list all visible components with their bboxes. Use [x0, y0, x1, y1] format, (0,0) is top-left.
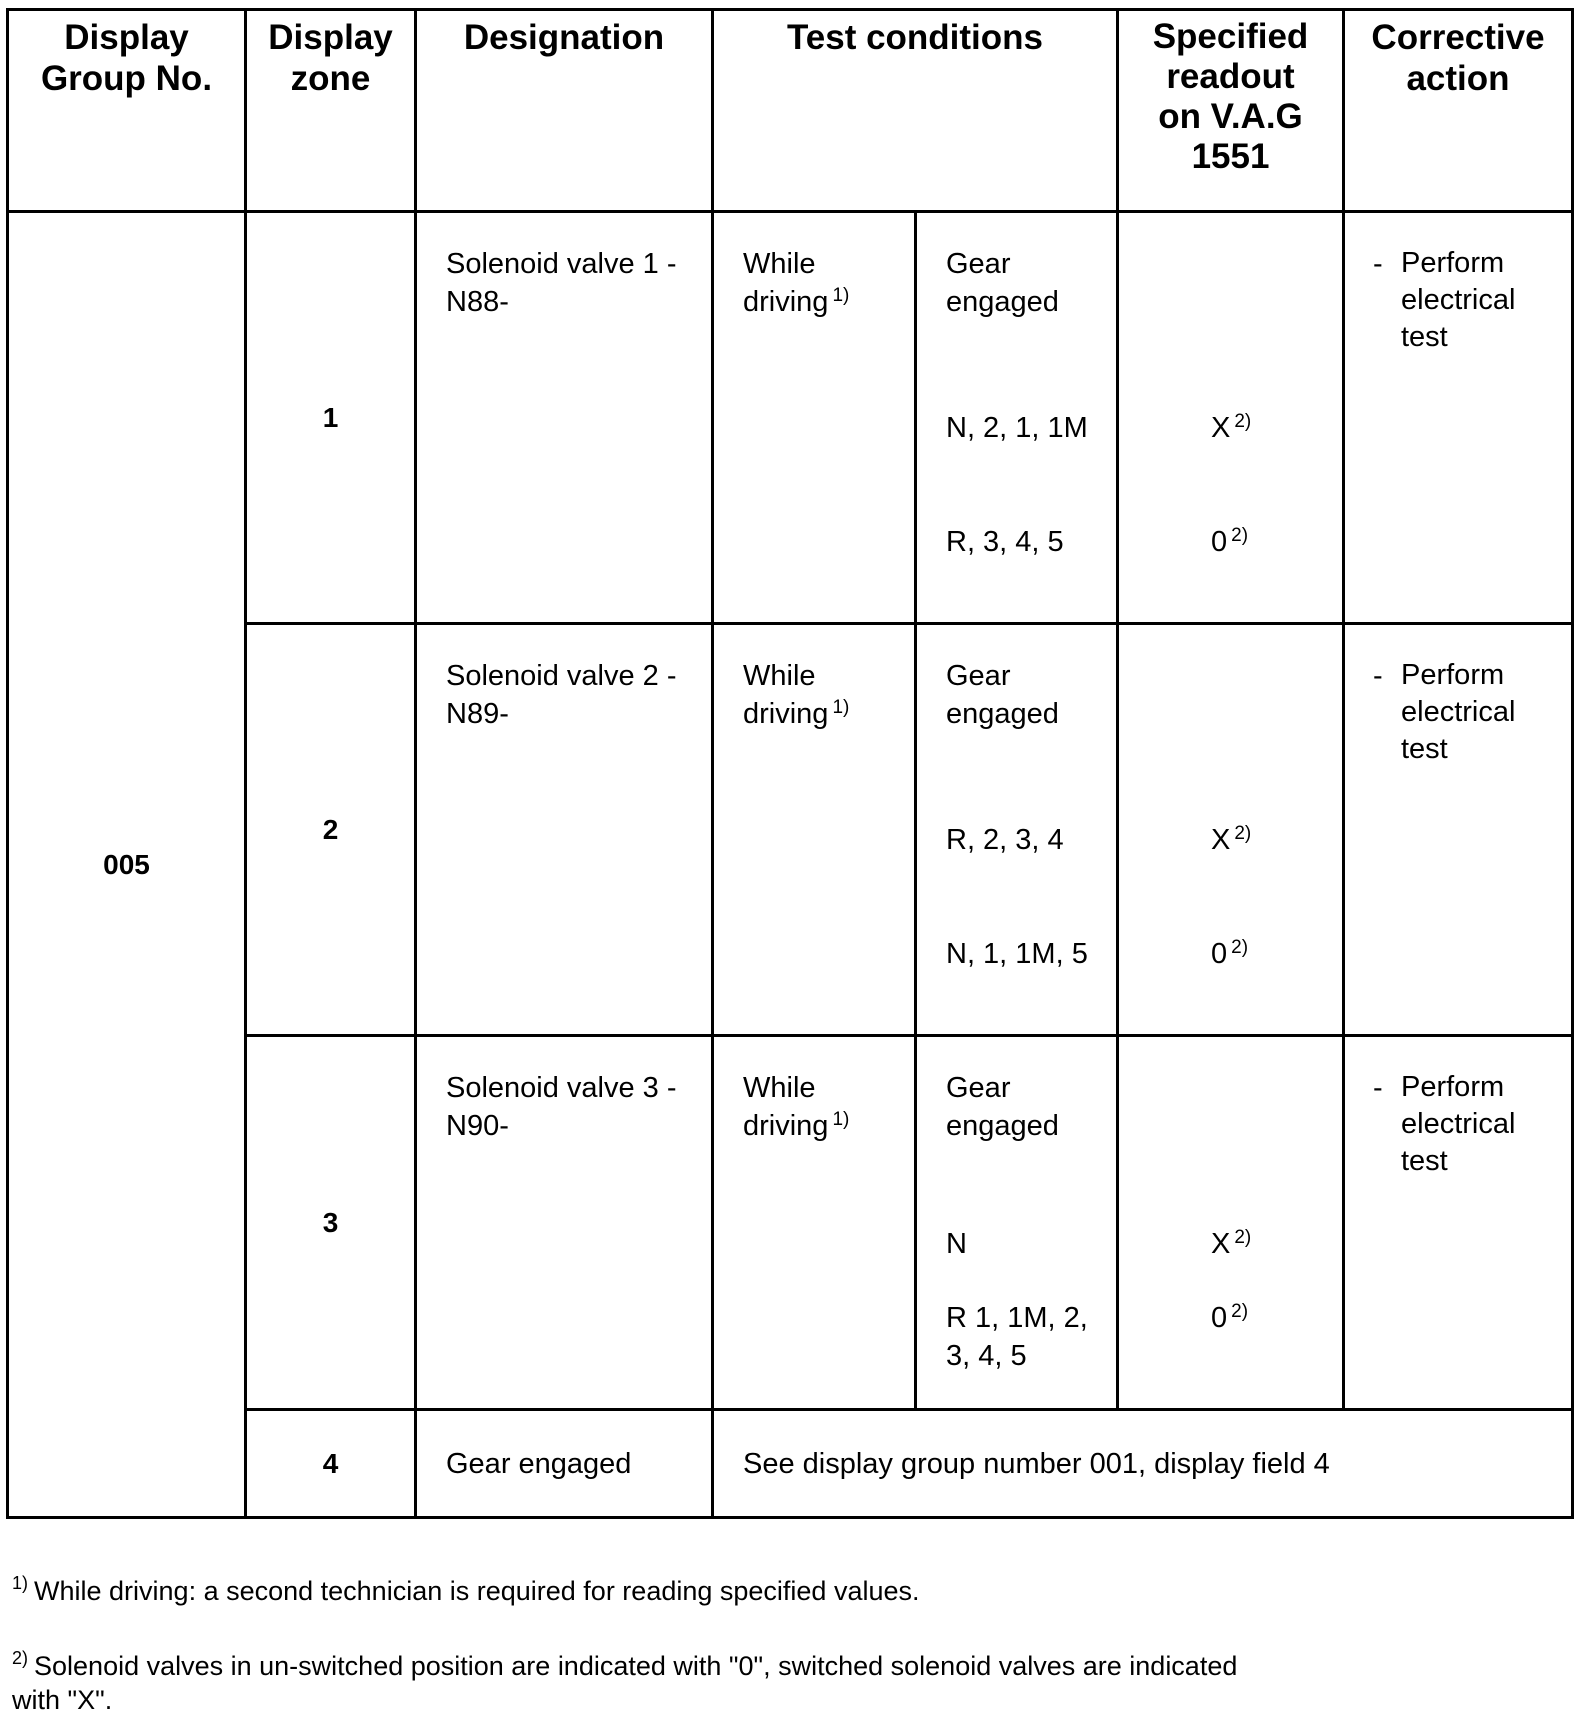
header-designation: Designation [416, 10, 713, 212]
footnote-2: $^{2)}$ Solenoid valves in un-switched position are indicated with "0", switched solenoid valves are indicated with "X". [12, 1648, 1238, 1715]
gear-cell [916, 1036, 1118, 1410]
gear-label: Gear engaged [946, 1072, 1059, 1142]
gear-cell [916, 624, 1118, 1036]
display-zone: 1 [246, 212, 416, 624]
gear-label: Gear engaged [946, 248, 1059, 318]
readout-switched: X $^{2)}$ [1211, 823, 1252, 856]
header-display-group: Display Group No. [8, 10, 246, 212]
group-number-text: 005 [103, 848, 150, 880]
readout-cell [1118, 1036, 1344, 1410]
footnote-1: $^{1)}$ While driving: a second technician is required for reading specified values. [12, 1573, 920, 1606]
designation-cell: Solenoid valve 3 -N90- [416, 1036, 713, 1410]
header-row [8, 10, 1573, 212]
corrective-cell: - Perform electrical test [1344, 1036, 1573, 1410]
readout-unswitched: 0 $^{2)}$ [1211, 525, 1249, 558]
table-row [8, 212, 1573, 624]
reference-note-cell: See display group number 001, display field 4 [713, 1410, 1573, 1518]
gear-switched: N, 2, 1, 1M [946, 412, 1088, 444]
display-group-table [6, 8, 1574, 1519]
gear-unswitched: R 1, 1M, 2, 3, 4, 5 [946, 1302, 1088, 1372]
header-test-conditions: Test conditions [713, 10, 1118, 212]
display-zone: 2 [246, 624, 416, 1036]
corrective-cell: - Perform electrical test [1344, 624, 1573, 1036]
display-group-number [8, 212, 246, 1518]
readout-cell [1118, 624, 1344, 1036]
header-corrective-action: Corrective action [1344, 10, 1573, 212]
header-display-zone: Display zone [246, 10, 416, 212]
header-specified-readout: Specified readout on V.A.G 1551 [1118, 10, 1344, 212]
gear-unswitched: N, 1, 1M, 5 [946, 938, 1088, 970]
designation-cell: Gear engaged [416, 1410, 713, 1518]
corrective-cell: - Perform electrical test [1344, 212, 1573, 624]
readout-unswitched: 0 $^{2)}$ [1211, 937, 1249, 970]
display-zone: 4 [246, 1410, 416, 1518]
gear-switched: R, 2, 3, 4 [946, 824, 1064, 856]
gear-label: Gear engaged [946, 660, 1059, 730]
display-zone: 3 [246, 1036, 416, 1410]
test-condition-cell: While driving $^{1)}$ [713, 1036, 916, 1410]
readout-cell [1118, 212, 1344, 624]
gear-switched: N [946, 1228, 967, 1260]
designation-cell: Solenoid valve 1 -N88- [416, 212, 713, 624]
gear-cell [916, 212, 1118, 624]
designation-cell: Solenoid valve 2 -N89- [416, 624, 713, 1036]
test-condition-cell: While driving $^{1)}$ [713, 212, 916, 624]
readout-switched: X $^{2)}$ [1211, 411, 1252, 444]
gear-unswitched: R, 3, 4, 5 [946, 526, 1064, 558]
test-condition-cell: While driving $^{1)}$ [713, 624, 916, 1036]
readout-switched: X $^{2)}$ [1211, 1227, 1252, 1260]
readout-unswitched: 0 $^{2)}$ [1211, 1301, 1249, 1334]
